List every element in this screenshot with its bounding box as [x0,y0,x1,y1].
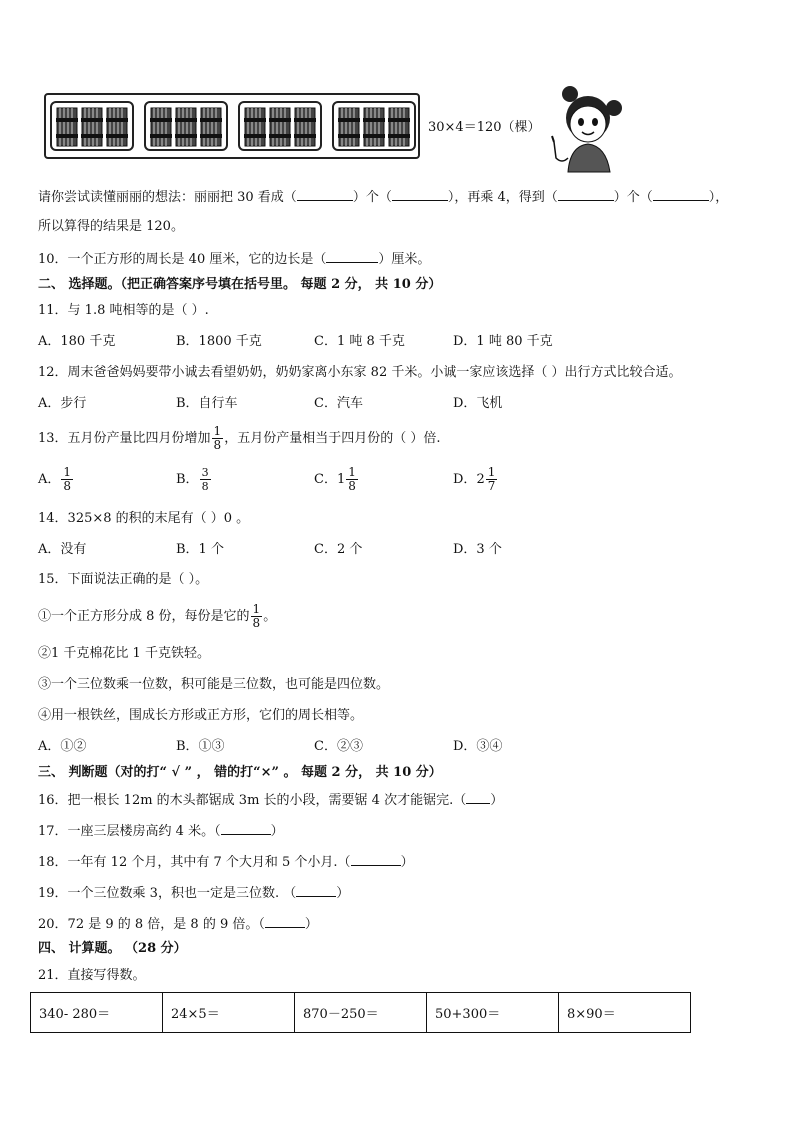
q17-text: 17．一座三层楼房高约 4 米。（ [38,824,221,839]
q20-text: 20．72 是 9 的 8 倍，是 8 的 9 倍。（ [38,917,265,932]
bundle-group [144,101,228,151]
question-20 [38,914,318,934]
numerator: 3 [201,466,209,479]
q17-text: ） [270,824,284,839]
stick-bundle-icon [244,104,266,148]
option-d[interactable] [453,465,498,495]
denominator: 7 [487,479,496,493]
answer-blank[interactable] [466,790,490,804]
q16-text: 16．把一根长 12m 的木头都锯成 3m 长的小段，需要锯 4 次才能锯完.（ [38,793,467,808]
option-a[interactable] [38,465,74,495]
numerator: 1 [213,424,222,438]
option-a[interactable]: A．180 千克 [38,334,116,349]
option-b[interactable]: B．自行车 [176,396,238,411]
answer-blank[interactable] [296,883,336,897]
calc-cell[interactable]: 870－250＝ [295,993,427,1033]
stick-bundle-icon [106,104,128,148]
question-13-stem [38,424,440,454]
q16-text: ） [490,793,504,808]
option-b[interactable]: B．1800 千克 [176,334,262,349]
option-b[interactable]: B．①③ [176,739,225,754]
bundle-group [50,101,134,151]
q10-text: 10．一个正方形的周长是 40 厘米，它的边长是（ [38,252,327,267]
option-c[interactable]: C．汽车 [314,396,363,411]
q10-text: ）厘米。 [378,252,431,267]
bundle-group [238,101,322,151]
denominator: 8 [252,616,261,630]
answer-blank[interactable] [297,187,353,201]
q18-text: ） [400,855,414,870]
stick-bundle-icon [338,104,360,148]
option-label: B． [176,472,199,487]
q13-text: ，五月份产量相当于四月份的（ ）倍. [224,431,441,446]
question-21-stem: 21．直接写得数。 [38,968,146,983]
q19-text: 19．一个三位数乘 3，积也一定是三位数. （ [38,886,297,901]
table-row [31,993,691,1033]
section-heading-calc: 四、 计算题。 （28 分） [38,941,187,956]
question-16 [38,790,503,810]
numerator: 1 [487,465,496,479]
stick-bundle-icon [388,104,410,148]
option-a[interactable]: A．步行 [38,396,87,411]
stick-bundle-icon [56,104,78,148]
option-label: A． [38,472,61,487]
section-heading-judge: 三、 判断题（对的打“ √ ” ， 错的打“×” 。 每题 2 分， 共 10 分） [38,765,442,780]
numerator: 1 [348,465,356,479]
question-11-stem: 11．与 1.8 吨相等的是（ ）. [38,303,209,318]
answer-blank[interactable] [351,852,401,866]
option-a[interactable]: A．没有 [38,542,87,557]
option-d[interactable]: D．飞机 [453,396,503,411]
fraction [61,466,73,493]
stick-bundle-icon [294,104,316,148]
q9-text: ）个（ [352,190,392,205]
question-10 [38,249,430,269]
answer-blank[interactable] [326,249,378,263]
whole-number: 1 [336,472,346,487]
option-b[interactable]: B．1 个 [176,542,224,557]
calc-cell[interactable]: 340- 280＝ [31,993,163,1033]
option-d[interactable]: D．1 吨 80 千克 [453,334,553,349]
denominator: 8 [201,480,209,493]
option-c[interactable] [314,465,359,495]
statement-1 [38,602,276,632]
statement-4: ④用一根铁丝，围成长方形或正方形，它们的周长相等。 [38,708,364,723]
section-heading-choice: 二、 选择题。（把正确答案序号填在括号里。 每题 2 分， 共 10 分） [38,277,442,292]
question-18 [38,852,414,872]
q13-text: 13．五月份产量比四月份增加 [38,431,211,446]
stick-bundle-icon [363,104,385,148]
calc-cell[interactable]: 8×90＝ [559,993,691,1033]
fraction [212,425,224,452]
stick-bundle-icon [81,104,103,148]
q9-line2: 所以算得的结果是 120。 [38,219,184,234]
question-19 [38,883,349,903]
numerator: 1 [63,465,72,479]
stick-bundle-icon [200,104,222,148]
denominator: 8 [63,479,72,493]
calculation-table [30,992,691,1033]
calc-cell[interactable]: 24×5＝ [163,993,295,1033]
fraction [486,466,498,493]
option-c[interactable]: C．2 个 [314,542,363,557]
option-label: C． [314,472,337,487]
statement-2: ②1 千克棉花比 1 千克铁轻。 [38,646,210,661]
q9-text: ），再乘 4，得到（ [447,190,558,205]
q9-text: 请你尝试读懂丽丽的想法：丽丽把 30 看成（ [38,190,297,205]
girl-illustration [540,84,628,174]
answer-blank[interactable] [265,914,305,928]
numerator: 1 [252,602,261,616]
stick-bundle-icon [269,104,291,148]
option-b[interactable] [176,465,212,495]
question-12-stem: 12．周末爸爸妈妈要带小诚去看望奶奶，奶奶家离小东家 82 千米。小诚一家应该选择（ ）出行方式比较合适。 [38,365,682,380]
q9-text: ）， [708,190,729,205]
fraction [200,466,211,493]
q19-text: ） [336,886,350,901]
q20-text: ） [304,917,318,932]
option-label: D． [453,472,477,487]
option-c[interactable]: C．②③ [314,739,363,754]
statement-text: 。 [263,609,277,624]
option-c[interactable]: C．1 吨 8 千克 [314,334,405,349]
question-17 [38,821,284,841]
q9-line1 [38,187,728,207]
statement-text: ①一个正方形分成 8 份，每份是它的 [38,609,250,624]
formula-text: 30×4＝120（棵） [428,120,541,135]
stick-bundles-illustration [44,93,420,159]
option-a[interactable]: A．①② [38,739,87,754]
statement-3: ③一个三位数乘一位数，积可能是三位数，也可能是四位数。 [38,677,390,692]
option-d[interactable]: D．3 个 [453,542,502,557]
option-d[interactable]: D．③④ [453,739,503,754]
answer-blank[interactable] [392,187,448,201]
whole-number: 2 [476,472,485,487]
q18-text: 18．一年有 12 个月，其中有 7 个大月和 5 个小月.（ [38,855,351,870]
stick-bundle-icon [175,104,197,148]
question-15-stem: 15．下面说法正确的是（ ）。 [38,572,209,587]
question-14-stem: 14．325×8 的积的末尾有（ ）0 。 [38,511,250,526]
answer-blank[interactable] [221,821,271,835]
bundle-group [332,101,416,151]
answer-blank[interactable] [653,187,709,201]
stick-bundle-icon [150,104,172,148]
q9-text: ）个（ [613,190,653,205]
fraction [346,466,358,493]
calc-cell[interactable]: 50+300＝ [427,993,559,1033]
fraction [251,603,263,630]
answer-blank[interactable] [558,187,614,201]
denominator: 8 [348,479,356,493]
denominator: 8 [213,438,222,452]
